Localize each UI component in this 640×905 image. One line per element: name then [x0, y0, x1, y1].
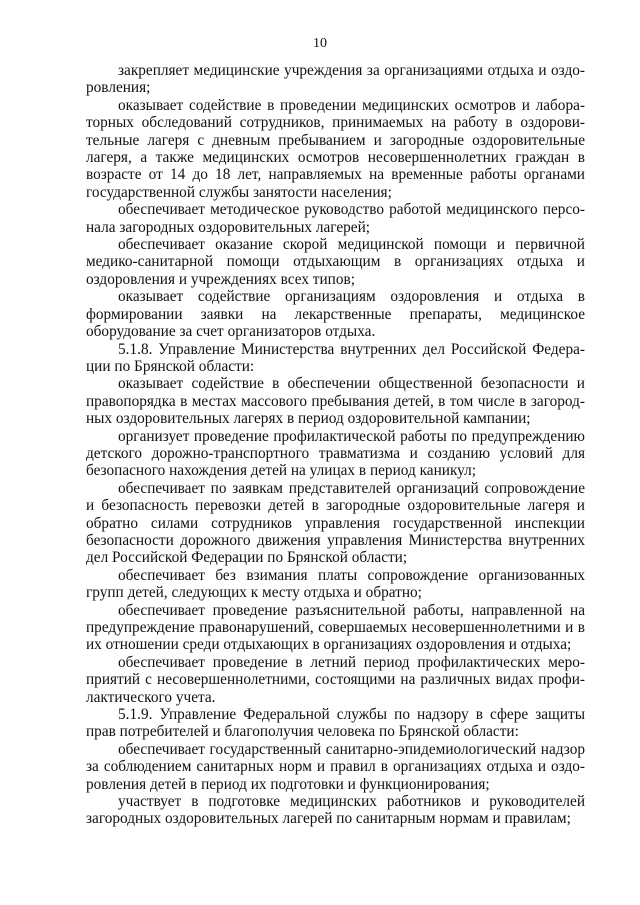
section-heading: 5.1.9. Управление Федеральной службы по надзору в сфере защиты прав потребителей и благополучия человека по Брянской области:: [86, 706, 585, 741]
paragraph: участвует в подготовке медицинских работников и руководителей загородных оздоровительных лагерей по санитарным нормам и правилам;: [86, 793, 585, 828]
paragraph: оказывает содействие в проведении медицинских осмотров и лабораторных обследований сотрудников, принимаемых на работу в оздоровительные лагеря с дневным пребыванием и загородные оздоровительные лагеря, а также медицинских осмотров несовершеннолетних граждан в возрасте от 14 до 18 лет, направляемых на временные работы органами государственной службы занятости населения;: [86, 96, 585, 201]
paragraph: обеспечивает проведение в летний период профилактических мероприятий с несовершеннолетними, состоящими на различных видах профилактического учета.: [86, 653, 585, 706]
paragraph: оказывает содействие в обеспечении общественной безопасности и правопорядка в местах массового пребывания детей, в том числе в загородных оздоровительных лагерях в период оздоровительной кампании;: [86, 375, 585, 428]
paragraph: обеспечивает по заявкам представителей организаций сопровождение и безопасность перевозки детей в загородные оздоровительные лагеря и обратно силами сотрудников управления государственной инспекции безопасности дорожного движения управления Министерства внутренних дел Российской Федерации по Брянской области;: [86, 479, 585, 567]
page-number: 10: [313, 36, 327, 51]
paragraph: закрепляет медицинские учреждения за организациями отдыха и оздоровления;: [86, 62, 585, 97]
paragraph: обеспечивает без взимания платы сопровождение организованных групп детей, следующих к месту отдыха и обратно;: [86, 566, 585, 602]
paragraph: обеспечивает оказание скорой медицинской помощи и первичной медико-санитарной помощи отдыхающим в организациях отдыха и оздоровления и учреждениях всех типов;: [86, 236, 585, 288]
paragraph: обеспечивает государственный санитарно-эпидемиологический надзор за соблюдением санитарных норм и правил в организациях отдыха и оздоровления детей в период их подготовки и функционирования;: [86, 740, 585, 793]
paragraph: организует проведение профилактической работы по предупреждению детского дорожно-транспортного травматизма и созданию условий для безопасного нахождения детей на улицах в период каникул;: [86, 427, 585, 480]
paragraph: оказывает содействие организациям оздоровления и отдыха в формировании заявки на лекарственные препараты, медицинское оборудование за счет организаторов отдыха.: [86, 288, 585, 341]
document-body: [86, 62, 585, 828]
paragraph: обеспечивает методическое руководство работой медицинского персонала загородных оздоровительных лагерей;: [86, 201, 585, 236]
section-heading: 5.1.8. Управление Министерства внутренних дел Российской Федерации по Брянской области:: [86, 340, 585, 375]
paragraph: обеспечивает проведение разъяснительной работы, направленной на предупреждение правонарушений, совершаемых несовершеннолетними и в их отношении среди отдыхающих в организациях оздоровления и отдыха;: [86, 601, 585, 654]
